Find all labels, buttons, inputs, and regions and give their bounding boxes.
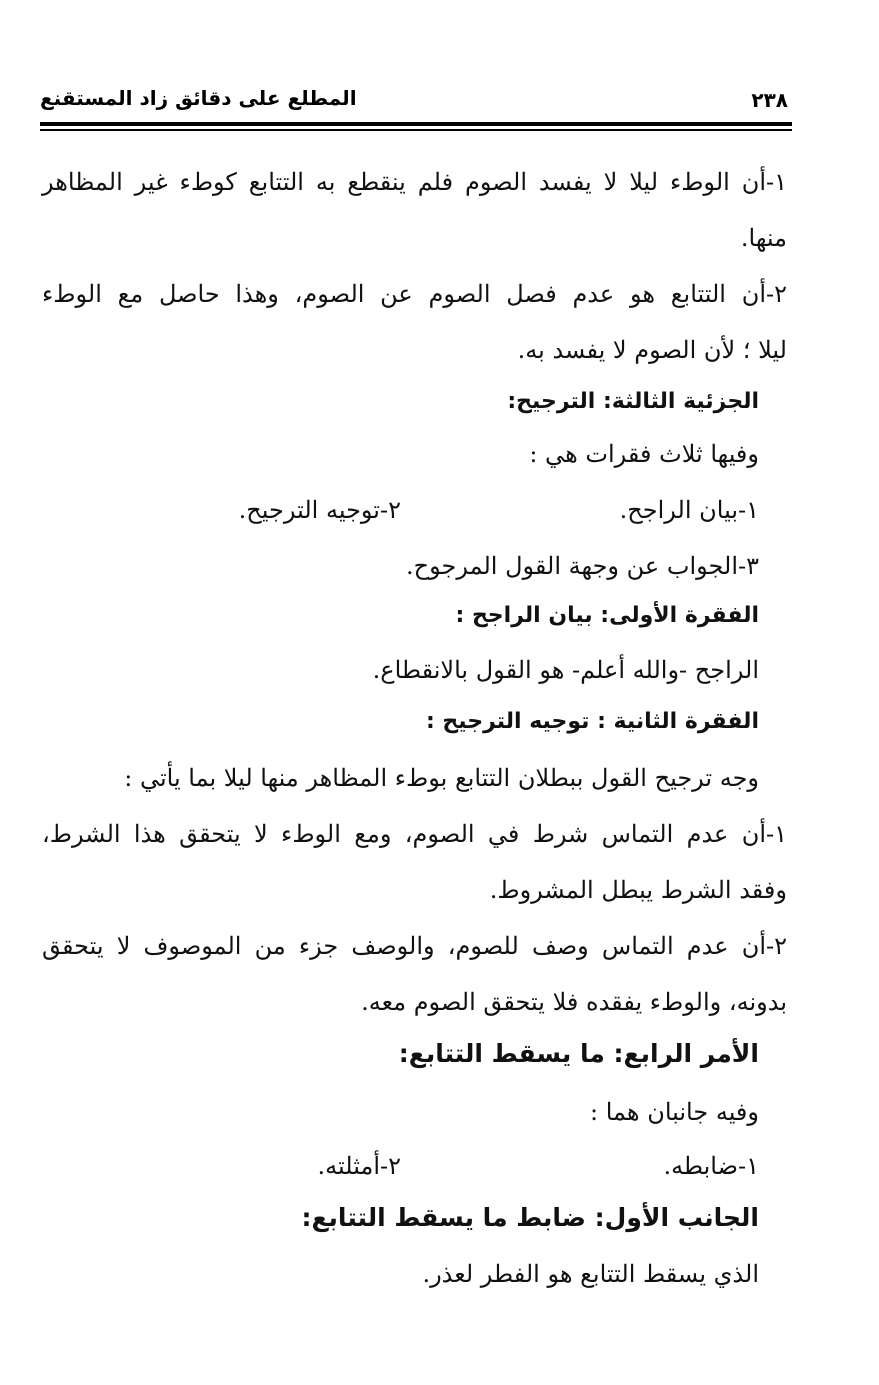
text-line: ٢-أن عدم التماس وصف للصوم، والوصف جزء من الموصوف لا يتحقق [42, 932, 787, 960]
text-line: ١-أن عدم التماس شرط في الصوم، ومع الوطء لا يتحقق هذا الشرط، [42, 820, 787, 848]
header-rule-thin [40, 129, 792, 131]
text-line: وجه ترجيح القول ببطلان التتابع بوطء المظاهر منها ليلا بما يأتي : [124, 764, 759, 792]
text-line: الراجح -والله أعلم- هو القول بالانقطاع. [372, 656, 759, 684]
list-item: ٢-توجيه الترجيح. [238, 496, 401, 524]
list-item: ١-بيان الراجح. [619, 496, 759, 524]
list-item: ١-ضابطه. [663, 1152, 759, 1180]
book-title: المطلع على دقائق زاد المستقنع [40, 86, 357, 110]
text-line: بدونه، والوطء يفقده فلا يتحقق الصوم معه. [361, 988, 787, 1016]
header-rule-thick [40, 122, 792, 126]
text-line: ٢-أن التتابع هو عدم فصل الصوم عن الصوم، وهذا حاصل مع الوطء [42, 280, 788, 308]
list-item: ٣-الجواب عن وجهة القول المرجوح. [405, 552, 759, 580]
subsection-heading: الجزئية الثالثة: الترجيح: [507, 389, 759, 414]
paragraph-heading: الفقرة الثانية : توجيه الترجيح : [425, 709, 759, 734]
list-item: ٢-أمثلته. [317, 1152, 401, 1180]
text-line: ليلا ؛ لأن الصوم لا يفسد به. [517, 336, 787, 364]
page-number: ٢٣٨ [751, 88, 788, 112]
text-line: ١-أن الوطء ليلا لا يفسد الصوم فلم ينقطع به التتابع كوطء غير المظاهر [42, 168, 787, 196]
text-line: الذي يسقط التتابع هو الفطر لعذر. [422, 1260, 759, 1288]
text-line: وفقد الشرط يبطل المشروط. [489, 876, 787, 904]
text-line: وفيه جانبان هما : [590, 1098, 759, 1126]
page-header [40, 86, 792, 120]
section-heading: الجانب الأول: ضابط ما يسقط التتابع: [301, 1203, 759, 1232]
text-line: منها. [740, 224, 787, 252]
text-line: وفيها ثلاث فقرات هي : [529, 440, 759, 468]
paragraph-heading: الفقرة الأولى: بيان الراجح : [455, 603, 759, 628]
section-heading: الأمر الرابع: ما يسقط التتابع: [398, 1039, 759, 1068]
